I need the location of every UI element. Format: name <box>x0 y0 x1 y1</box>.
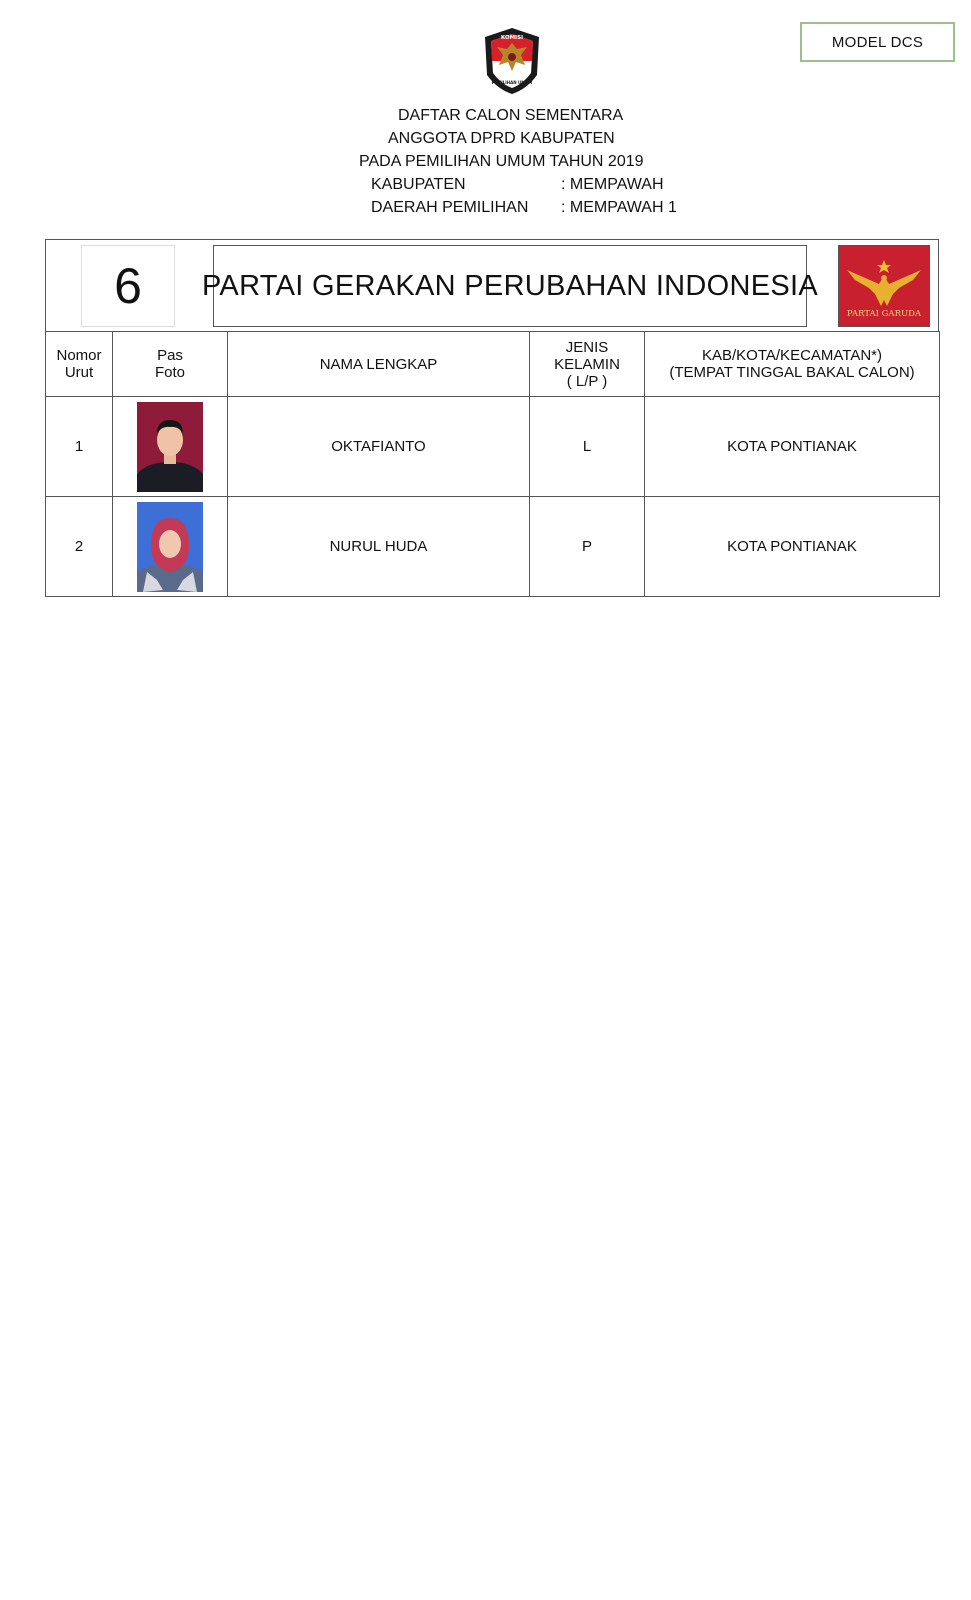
col-header-foto <box>113 332 228 397</box>
candidate-nama: NURUL HUDA <box>228 497 530 597</box>
candidate-nama: OKTAFIANTO <box>228 397 530 497</box>
col-jenis-line3: ( L/P ) <box>566 372 608 390</box>
kpu-logo-text-top: KOMISI <box>500 35 524 41</box>
party-logo-text: PARTAI GARUDA <box>846 309 922 319</box>
kpu-logo-text-bottom: PEMILIHAN UMUM <box>491 80 533 85</box>
party-logo <box>838 245 930 327</box>
col-header-nomor <box>46 332 113 397</box>
col-nomor-line2: Urut <box>64 364 94 381</box>
kabupaten-label: KABUPATEN <box>371 176 466 193</box>
male-candidate-photo <box>137 402 203 492</box>
dapil-label: DAERAH PEMILIHAN <box>371 199 529 216</box>
col-foto-line2: Foto <box>154 364 185 381</box>
col-kab-line2: (TEMPAT TINGGAL BAKAL CALON) <box>669 364 915 381</box>
candidate-jenis: L <box>530 397 645 497</box>
col-header-nama: NAMA LENGKAP <box>228 332 530 397</box>
table-row <box>46 497 940 597</box>
col-foto-line1: Pas <box>157 347 183 364</box>
col-jenis-line1: JENIS <box>565 338 609 356</box>
candidate-nomor: 1 <box>46 397 113 497</box>
candidate-photo-cell <box>113 497 228 597</box>
candidate-jenis: P <box>530 497 645 597</box>
col-kab-line1: KAB/KOTA/KECAMATAN*) <box>701 347 883 364</box>
kpu-emblem-icon <box>481 27 543 95</box>
female-candidate-photo <box>137 502 203 592</box>
party-name: PARTAI GERAKAN PERUBAHAN INDONESIA <box>213 245 807 327</box>
candidate-list <box>45 239 939 597</box>
candidate-kab: KOTA PONTIANAK <box>645 397 940 497</box>
dapil-value: : MEMPAWAH 1 <box>561 199 677 216</box>
candidate-nomor: 2 <box>46 497 113 597</box>
candidate-photo-cell <box>113 397 228 497</box>
table-row <box>46 397 940 497</box>
table-header-row <box>46 332 940 397</box>
col-nomor-line1: Nomor <box>56 347 102 364</box>
candidate-kab: KOTA PONTIANAK <box>645 497 940 597</box>
garuda-eagle-icon <box>839 246 929 326</box>
candidate-table <box>45 331 940 597</box>
model-label: MODEL DCS <box>800 22 955 62</box>
header-election-year: PADA PEMILIHAN UMUM TAHUN 2019 <box>359 153 644 170</box>
col-header-jenis <box>530 332 645 397</box>
header-subtitle: ANGGOTA DPRD KABUPATEN <box>388 130 615 147</box>
header-title: DAFTAR CALON SEMENTARA <box>398 107 624 124</box>
col-jenis-line2: KELAMIN <box>554 355 620 373</box>
col-header-kab <box>645 332 940 397</box>
kabupaten-value: : MEMPAWAH <box>561 176 664 193</box>
party-number: 6 <box>81 245 175 327</box>
party-header <box>45 239 939 331</box>
